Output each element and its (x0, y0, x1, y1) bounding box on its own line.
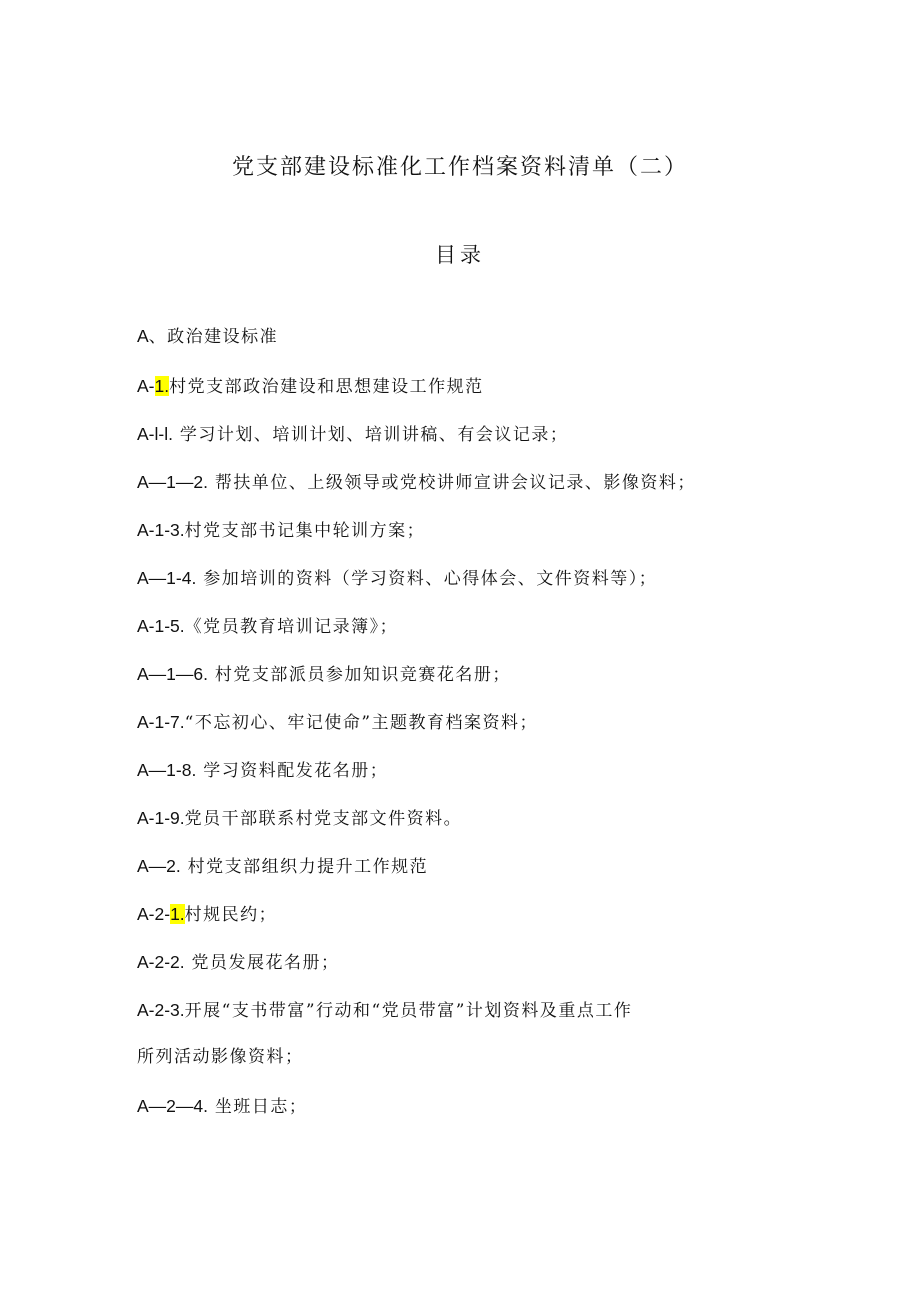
item-text: 村党支部派员参加知识竞赛花名册； (208, 665, 511, 685)
list-item (137, 516, 857, 545)
item-text: 党员干部联系村党支部文件资料。 (184, 809, 463, 829)
toc-heading: 目录 (435, 243, 485, 267)
list-item (137, 1092, 857, 1121)
item-code: A—1-8. (137, 760, 197, 780)
item-text: 村规民约； (184, 905, 278, 925)
list-item (137, 708, 857, 737)
item-text: 村党支部政治建设和思想建设工作规范 (169, 377, 484, 397)
list-item-continuation (137, 1042, 857, 1071)
item-text: 学习资料配发花名册； (196, 761, 389, 781)
item-code: A-1-5. (137, 616, 185, 636)
document-title: 党支部建设标准化工作档案资料清单（二） (231, 155, 688, 180)
item-code: A-l-l. (137, 424, 173, 444)
item-text: 坐班日志； (208, 1097, 308, 1117)
list-item (137, 372, 857, 401)
highlighted-code: 1. (170, 904, 185, 924)
item-text: 、政治建设标准 (148, 327, 279, 347)
list-item (137, 756, 857, 785)
item-text: 参加培训的资料（学习资料、心得体会、文件资料等）； (196, 569, 658, 589)
item-code: A—1—2. (137, 472, 208, 492)
item-code: A-1-7. (137, 712, 185, 732)
list-item (137, 996, 857, 1025)
item-code: A-2-3. (137, 1000, 185, 1020)
list-item (137, 420, 857, 449)
highlighted-code: 1. (154, 376, 170, 396)
item-text: 《党员教育培训记录簿》； (184, 617, 399, 637)
list-item (137, 322, 857, 351)
list-item (137, 900, 857, 929)
item-code: A-2- (137, 904, 171, 924)
item-code: A- (137, 376, 155, 396)
list-item (137, 948, 857, 977)
item-code: A (137, 326, 149, 346)
item-text: 村党支部组织力提升工作规范 (180, 857, 429, 877)
item-code: A—1-4. (137, 568, 197, 588)
item-text: 帮扶单位、上级领导或党校讲师宣讲会议记录、影像资料； (208, 473, 696, 493)
item-text: 学习计划、培训计划、培训讲稿、有会议记录； (172, 425, 569, 445)
item-text: 党员发展花名册； (184, 953, 340, 973)
item-code: A-1-9. (137, 808, 185, 828)
item-code: A-2-2. (137, 952, 185, 972)
item-code: A—1—6. (137, 664, 208, 684)
item-text: “不忘初心、牢记使命”主题教育档案资料； (184, 713, 539, 733)
list-item (137, 804, 857, 833)
item-text: 开展“支书带富”行动和“党员带富”计划资料及重点工作 (184, 1001, 633, 1021)
list-item (137, 564, 857, 593)
list-item (137, 852, 857, 881)
list-item (137, 612, 857, 641)
item-code: A—2—4. (137, 1096, 208, 1116)
list-item (137, 468, 857, 497)
item-code: A-1-3. (137, 520, 185, 540)
item-text: 村党支部书记集中轮训方案； (184, 521, 426, 541)
item-code: A—2. (137, 856, 181, 876)
item-text: 所列活动影像资料； (137, 1047, 304, 1067)
list-item (137, 660, 857, 689)
